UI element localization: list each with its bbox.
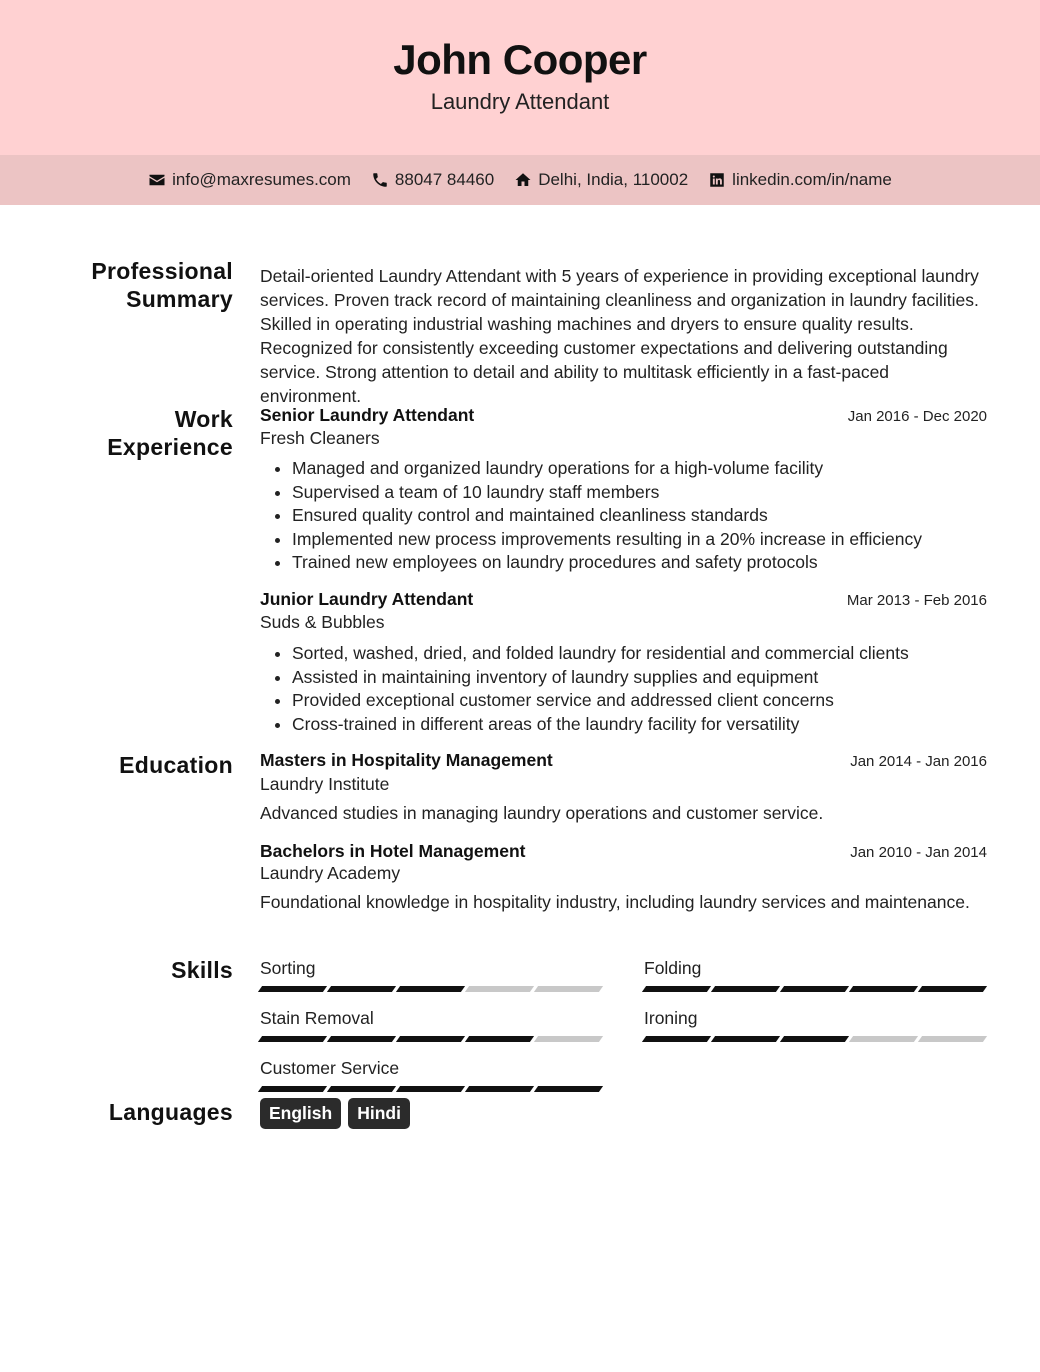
skill-segment-filled <box>327 986 396 992</box>
skill-segment-filled <box>258 1036 327 1042</box>
skill-segment-filled <box>780 1036 849 1042</box>
entry-header <box>260 589 987 610</box>
resume-header <box>0 0 1040 155</box>
degree-title: Bachelors in Hotel Management <box>260 841 526 861</box>
skill-name: Stain Removal <box>260 1008 374 1028</box>
language-tags <box>260 1098 410 1129</box>
skill-segment-filled <box>711 986 780 992</box>
entry-header <box>260 841 987 862</box>
skill-item <box>260 1056 603 1092</box>
school-name: Laundry Academy <box>260 863 401 883</box>
education-entry <box>260 750 987 825</box>
degree-dates: Jan 2010 - Jan 2014 <box>850 844 987 861</box>
job-bullets <box>260 457 987 575</box>
bullet-item: • Sorted, washed, dried, and folded laundry for residential and commercial clients <box>292 642 987 666</box>
company-name: Fresh Cleaners <box>260 428 380 448</box>
skill-segment-filled <box>642 986 711 992</box>
skill-segment-empty <box>849 1036 918 1042</box>
company-name: Suds & Bubbles <box>260 612 385 632</box>
skill-segment-filled <box>396 986 465 992</box>
skill-segment-filled <box>849 986 918 992</box>
skill-level-bar <box>644 1036 987 1042</box>
language-tag: English <box>260 1098 341 1129</box>
summary-text: Detail-oriented Laundry Attendant with 5 years of experience in providing exceptional laundry services. Proven track record of maintaining cleanliness and organization in laundry facilities. Skilled in operating industrial washing machines and dryers to ensure quality results. Recognized for consistently exceeding customer expectations and delivering outstanding service. Strong attention to detail and ability to multitask efficiently in a fast-paced environment. <box>260 266 979 406</box>
contact-linkedin[interactable] <box>708 170 892 190</box>
skill-segment-filled <box>465 1036 534 1042</box>
bullet-item: • Trained new employees on laundry procedures and safety protocols <box>292 551 987 575</box>
skill-segment-filled <box>465 1086 534 1092</box>
section-label-work-line1: Work <box>174 406 233 432</box>
skill-segment-filled <box>780 986 849 992</box>
skill-segment-filled <box>396 1086 465 1092</box>
job-dates: Jan 2016 - Dec 2020 <box>847 408 987 425</box>
phone-text: 88047 84460 <box>394 170 495 189</box>
degree-description: Advanced studies in managing laundry operations and customer service. <box>260 803 824 823</box>
degree-title: Masters in Hospitality Management <box>260 750 553 770</box>
skills-grid <box>260 956 987 1092</box>
skill-segment-empty <box>465 986 534 992</box>
job-bullets <box>260 642 987 736</box>
section-label-skills: Skills <box>171 957 233 983</box>
bullet-item: • Implemented new process improvements resulting in a 20% increase in efficiency <box>292 528 987 552</box>
section-label-summary <box>91 257 233 313</box>
job-dates: Mar 2013 - Feb 2016 <box>846 592 987 609</box>
skill-segment-filled <box>396 1036 465 1042</box>
bullet-item: • Cross-trained in different areas of the laundry facility for versatility <box>292 713 987 737</box>
skill-name: Sorting <box>260 958 316 978</box>
skill-name: Folding <box>644 958 702 978</box>
skill-name: Customer Service <box>260 1058 400 1078</box>
envelope-icon <box>148 171 166 189</box>
skill-segment-filled <box>534 1086 603 1092</box>
section-label-languages: Languages <box>108 1099 233 1125</box>
skill-level-bar <box>644 986 987 992</box>
job-title: Senior Laundry Attendant <box>260 405 475 425</box>
linkedin-icon <box>708 171 726 189</box>
candidate-name: John Cooper <box>393 36 647 83</box>
contact-address <box>514 170 688 190</box>
section-label-work-line2: Experience <box>107 434 233 460</box>
section-label-summary-line1: Professional <box>91 258 233 284</box>
entry-header <box>260 750 987 771</box>
contact-email[interactable] <box>148 170 351 190</box>
education-entry <box>260 841 987 914</box>
language-tag: Hindi <box>348 1098 410 1129</box>
skill-level-bar <box>260 1036 603 1042</box>
skill-segment-empty <box>918 1036 987 1042</box>
skill-level-bar <box>260 1086 603 1092</box>
skill-segment-empty <box>534 986 603 992</box>
degree-dates: Jan 2014 - Jan 2016 <box>850 753 987 770</box>
bullet-item: • Ensured quality control and maintained cleanliness standards <box>292 504 987 528</box>
contact-bar <box>0 155 1040 205</box>
skill-item <box>644 1006 987 1042</box>
experience-entry <box>260 589 987 736</box>
skill-segment-empty <box>534 1036 603 1042</box>
skill-segment-filled <box>258 986 327 992</box>
skill-segment-filled <box>918 986 987 992</box>
candidate-title: Laundry Attendant <box>430 89 610 114</box>
job-title: Junior Laundry Attendant <box>260 589 474 609</box>
entry-header <box>260 405 987 426</box>
skill-name: Ironing <box>644 1008 698 1028</box>
school-name: Laundry Institute <box>260 774 390 794</box>
contact-phone[interactable] <box>371 170 494 190</box>
bullet-item: • Supervised a team of 10 laundry staff members <box>292 481 987 505</box>
skill-segment-filled <box>258 1086 327 1092</box>
bullet-item: • Managed and organized laundry operations for a high-volume facility <box>292 457 987 481</box>
skill-segment-filled <box>711 1036 780 1042</box>
skill-item <box>260 1006 603 1042</box>
email-text: info@maxresumes.com <box>172 170 351 189</box>
skill-item <box>260 956 603 992</box>
skill-item <box>644 956 987 992</box>
skill-segment-filled <box>327 1086 396 1092</box>
home-icon <box>514 171 532 189</box>
linkedin-text: linkedin.com/in/name <box>732 170 892 189</box>
section-label-summary-line2: Summary <box>126 286 233 312</box>
bullet-item: • Assisted in maintaining inventory of laundry supplies and equipment <box>292 666 987 690</box>
degree-description: Foundational knowledge in hospitality industry, including laundry services and maintenance. <box>260 892 970 912</box>
section-label-education: Education <box>119 752 233 778</box>
phone-icon <box>371 171 389 189</box>
section-label-work <box>107 405 233 461</box>
bullet-item: • Provided exceptional customer service and addressed client concerns <box>292 689 987 713</box>
skill-segment-filled <box>642 1036 711 1042</box>
experience-entry <box>260 405 987 575</box>
skill-level-bar <box>260 986 603 992</box>
address-text: Delhi, India, 110002 <box>538 170 689 189</box>
skill-segment-filled <box>327 1036 396 1042</box>
